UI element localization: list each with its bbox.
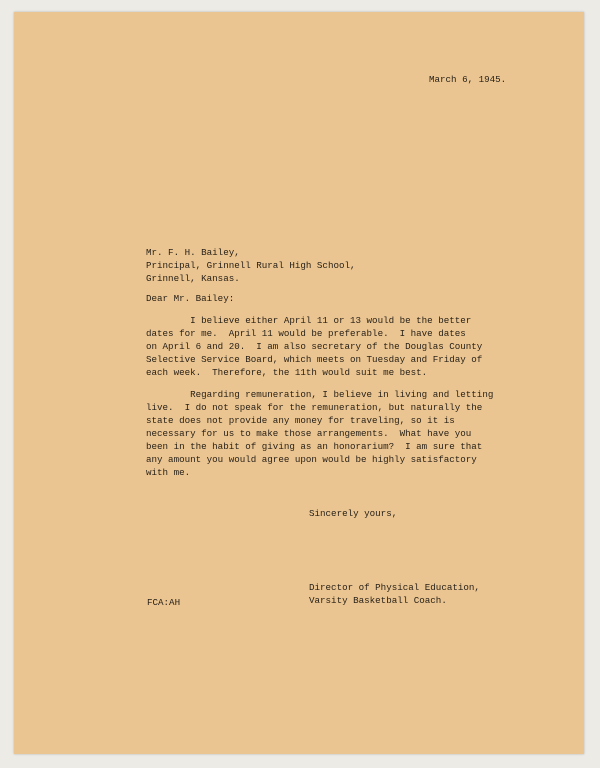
recipient-line: Mr. F. H. Bailey, bbox=[146, 247, 240, 258]
recipient-address bbox=[146, 246, 356, 285]
recipient-line: Principal, Grinnell Rural High School, bbox=[146, 260, 356, 271]
typist-initials: FCA:AH bbox=[147, 597, 181, 608]
paragraph-line: Selective Service Board, which meets on Tuesday and Friday of bbox=[146, 354, 483, 365]
paragraph-line: I believe either April 11 or 13 would be the better bbox=[146, 315, 472, 326]
paragraph-line: each week. Therefore, the 11th would suit me best. bbox=[146, 367, 428, 378]
paragraph-line: Regarding remuneration, I believe in living and letting bbox=[146, 389, 494, 400]
paragraph-line: been in the habit of giving as an honorarium? I am sure that bbox=[146, 441, 483, 452]
signature-line: Director of Physical Education, bbox=[309, 582, 480, 593]
paragraph-line: on April 6 and 20. I am also secretary of the Douglas County bbox=[146, 341, 483, 352]
body-paragraph-2 bbox=[146, 388, 493, 479]
paragraph-line: with me. bbox=[146, 467, 191, 478]
paragraph-line: state does not provide any money for traveling, so it is bbox=[146, 415, 455, 426]
paragraph-line: dates for me. April 11 would be preferable. I have dates bbox=[146, 328, 466, 339]
signature-line: Varsity Basketball Coach. bbox=[309, 595, 447, 606]
letter-date: March 6, 1945. bbox=[429, 74, 507, 85]
paragraph-line: any amount you would agree upon would be highly satisfactory bbox=[146, 454, 477, 465]
closing: Sincerely yours, bbox=[309, 508, 398, 519]
body-paragraph-1 bbox=[146, 314, 482, 379]
recipient-line: Grinnell, Kansas. bbox=[146, 273, 240, 284]
salutation: Dear Mr. Bailey: bbox=[146, 293, 235, 304]
paragraph-line: live. I do not speak for the remuneration, but naturally the bbox=[146, 402, 483, 413]
signature-title bbox=[309, 581, 480, 607]
paragraph-line: necessary for us to make those arrangements. What have you bbox=[146, 428, 472, 439]
letter-page bbox=[14, 12, 584, 754]
